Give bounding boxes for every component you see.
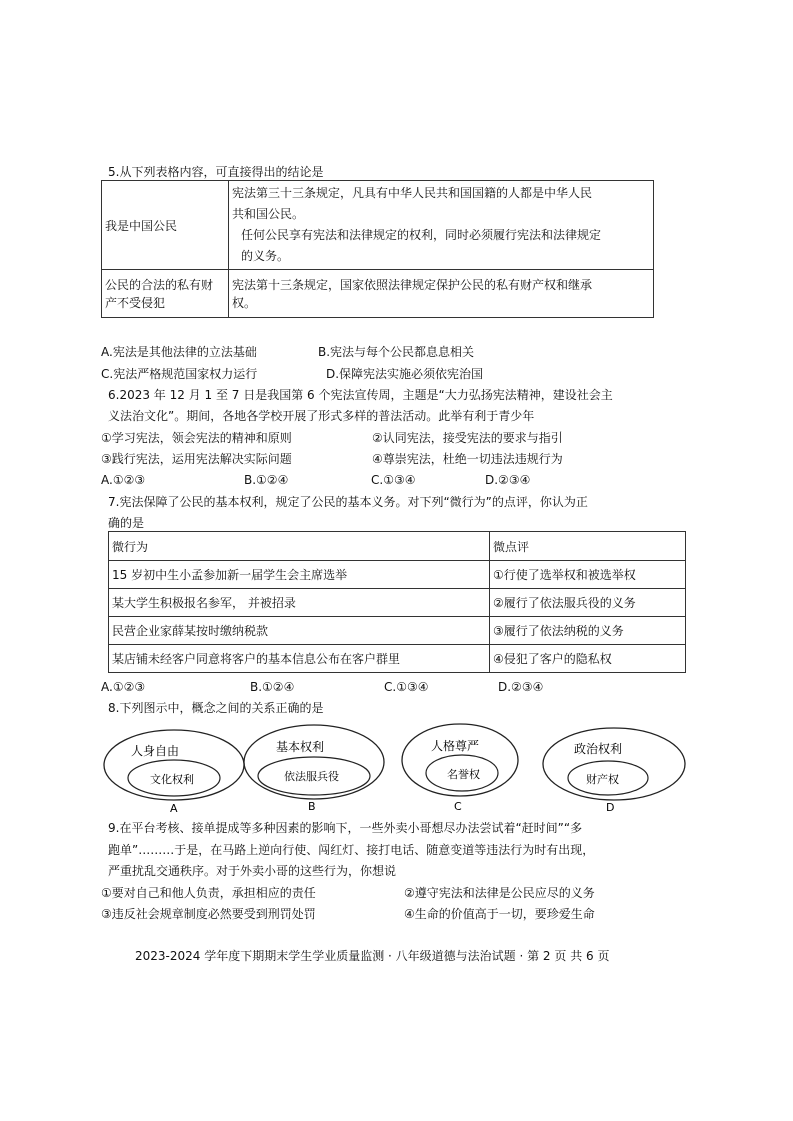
q7-row2-behavior: 某大学生积极报名参军， 并被招录 <box>109 589 490 617</box>
q7-row3-comment: ③履行了依法纳税的义务 <box>490 617 686 645</box>
q6-item-3: ③践行宪法，运用宪法解决实际问题 <box>101 452 292 466</box>
diagram-b <box>244 725 384 813</box>
q9-stem-line3: 严重扰乱交通秩序。对于外卖小哥的这些行为，你想说 <box>108 864 397 878</box>
q7-option-c: C.①③④ <box>384 680 429 694</box>
q7-row4-comment: ④侵犯了客户的隐私权 <box>490 645 686 673</box>
q7-option-b: B.①②④ <box>250 680 295 694</box>
diagram-b-inner: 依法服兵役 <box>284 770 339 783</box>
diagram-d <box>543 728 685 814</box>
diagram-c-label: C <box>454 800 462 813</box>
q5-option-d: D.保障宪法实施必须依宪治国 <box>326 367 484 381</box>
q9-item-2: ②遵守宪法和法律是公民应尽的义务 <box>404 886 595 900</box>
diagram-a <box>104 730 244 815</box>
diagram-c <box>402 724 518 813</box>
diagram-b-outer: 基本权利 <box>276 740 325 754</box>
q9-item-1: ①要对自己和他人负责，承担相应的责任 <box>101 886 316 900</box>
q7-row3-behavior: 民营企业家薛某按时缴纳税款 <box>109 617 490 645</box>
q5-row2-left: 公民的合法的私有财 产不受侵犯 <box>102 270 229 318</box>
q6-option-d: D.②③④ <box>485 473 531 487</box>
q6-option-b: B.①②④ <box>244 473 289 487</box>
q7-header-comment: 微点评 <box>490 532 686 561</box>
q5-option-b: B.宪法与每个公民都息息相关 <box>318 345 475 359</box>
q9-stem-line2: 跑单”………于是，在马路上逆向行使、闯红灯、接打电话、随意变道等违法行为时有出现， <box>108 843 595 857</box>
q7-option-a: A.①②③ <box>101 680 146 694</box>
q7-header-behavior: 微行为 <box>109 532 490 561</box>
q7-row4-behavior: 某店铺未经客户同意将客户的基本信息公布在客户群里 <box>109 645 490 673</box>
q6-item-4: ④尊崇宪法，杜绝一切违法违规行为 <box>372 452 563 466</box>
q5-row1-left: 我是中国公民 <box>102 181 229 270</box>
q9-stem-line1: 9.在平台考核、接单提成等多种因素的影响下，一些外卖小哥想尽办法尝试着“赶时间”“多 <box>108 821 583 835</box>
diagram-c-outer: 人格尊严 <box>431 739 480 753</box>
q5-option-a: A.宪法是其他法律的立法基础 <box>101 345 257 359</box>
diagram-a-inner: 文化权利 <box>150 773 194 786</box>
page-footer: 2023-2024 学年度下期期末学生学业质量监测 · 八年级道德与法治试题 · 第 2 页 共 6 页 <box>135 949 610 963</box>
q6-item-1: ①学习宪法，领会宪法的精神和原则 <box>101 431 292 445</box>
diagram-c-inner: 名誉权 <box>447 768 480 781</box>
q7-stem-line1: 7.宪法保障了公民的基本权利，规定了公民的基本义务。对下列“微行为”的点评，你认为正 <box>108 495 588 509</box>
q9-item-3: ③违反社会规章制度必然要受到刑罚处罚 <box>101 907 316 921</box>
q6-option-c: C.①③④ <box>371 473 416 487</box>
q7-option-d: D.②③④ <box>498 680 544 694</box>
diagram-a-label: A <box>170 802 178 815</box>
q9-item-4: ④生命的价值高于一切，要珍爱生命 <box>404 907 595 921</box>
diagram-b-label: B <box>308 800 316 813</box>
diagram-a-outer: 人身自由 <box>131 744 180 758</box>
q6-option-a: A.①②③ <box>101 473 146 487</box>
q6-stem-line2: 义法治文化”。期间，各地各学校开展了形式多样的普法活动。此举有利于青少年 <box>108 409 535 423</box>
q5-row1-right: 宪法第三十三条规定，凡具有中华人民共和国国籍的人都是中华人民 共和国公民。 任何公民享有宪法和法律规定的权利，同时必须履行宪法和法律规定 的义务。 <box>229 181 654 270</box>
q7-row1-comment: ①行使了选举权和被选举权 <box>490 561 686 589</box>
q5-option-c: C.宪法严格规范国家权力运行 <box>101 367 258 381</box>
q6-stem-line1: 6.2023 年 12 月 1 至 7 日是我国第 6 个宪法宣传周，主题是“大力弘扬宪法精神，建设社会主 <box>108 388 613 402</box>
q7-stem-line2: 确的是 <box>108 516 145 530</box>
q7-row1-behavior: 15 岁初中生小孟参加新一届学生会主席选举 <box>109 561 490 589</box>
q5-row2-right: 宪法第十三条规定，国家依照法律规定保护公民的私有财产权和继承 权。 <box>229 270 654 318</box>
diagram-d-outer: 政治权利 <box>574 742 623 756</box>
q8-stem: 8.下列图示中，概念之间的关系正确的是 <box>108 701 324 715</box>
q5-stem: 5.从下列表格内容，可直接得出的结论是 <box>108 165 324 179</box>
diagram-d-inner: 财产权 <box>586 773 619 786</box>
q7-row2-comment: ②履行了依法服兵役的义务 <box>490 589 686 617</box>
diagram-d-label: D <box>606 801 615 814</box>
q6-item-2: ②认同宪法，接受宪法的要求与指引 <box>372 431 563 445</box>
